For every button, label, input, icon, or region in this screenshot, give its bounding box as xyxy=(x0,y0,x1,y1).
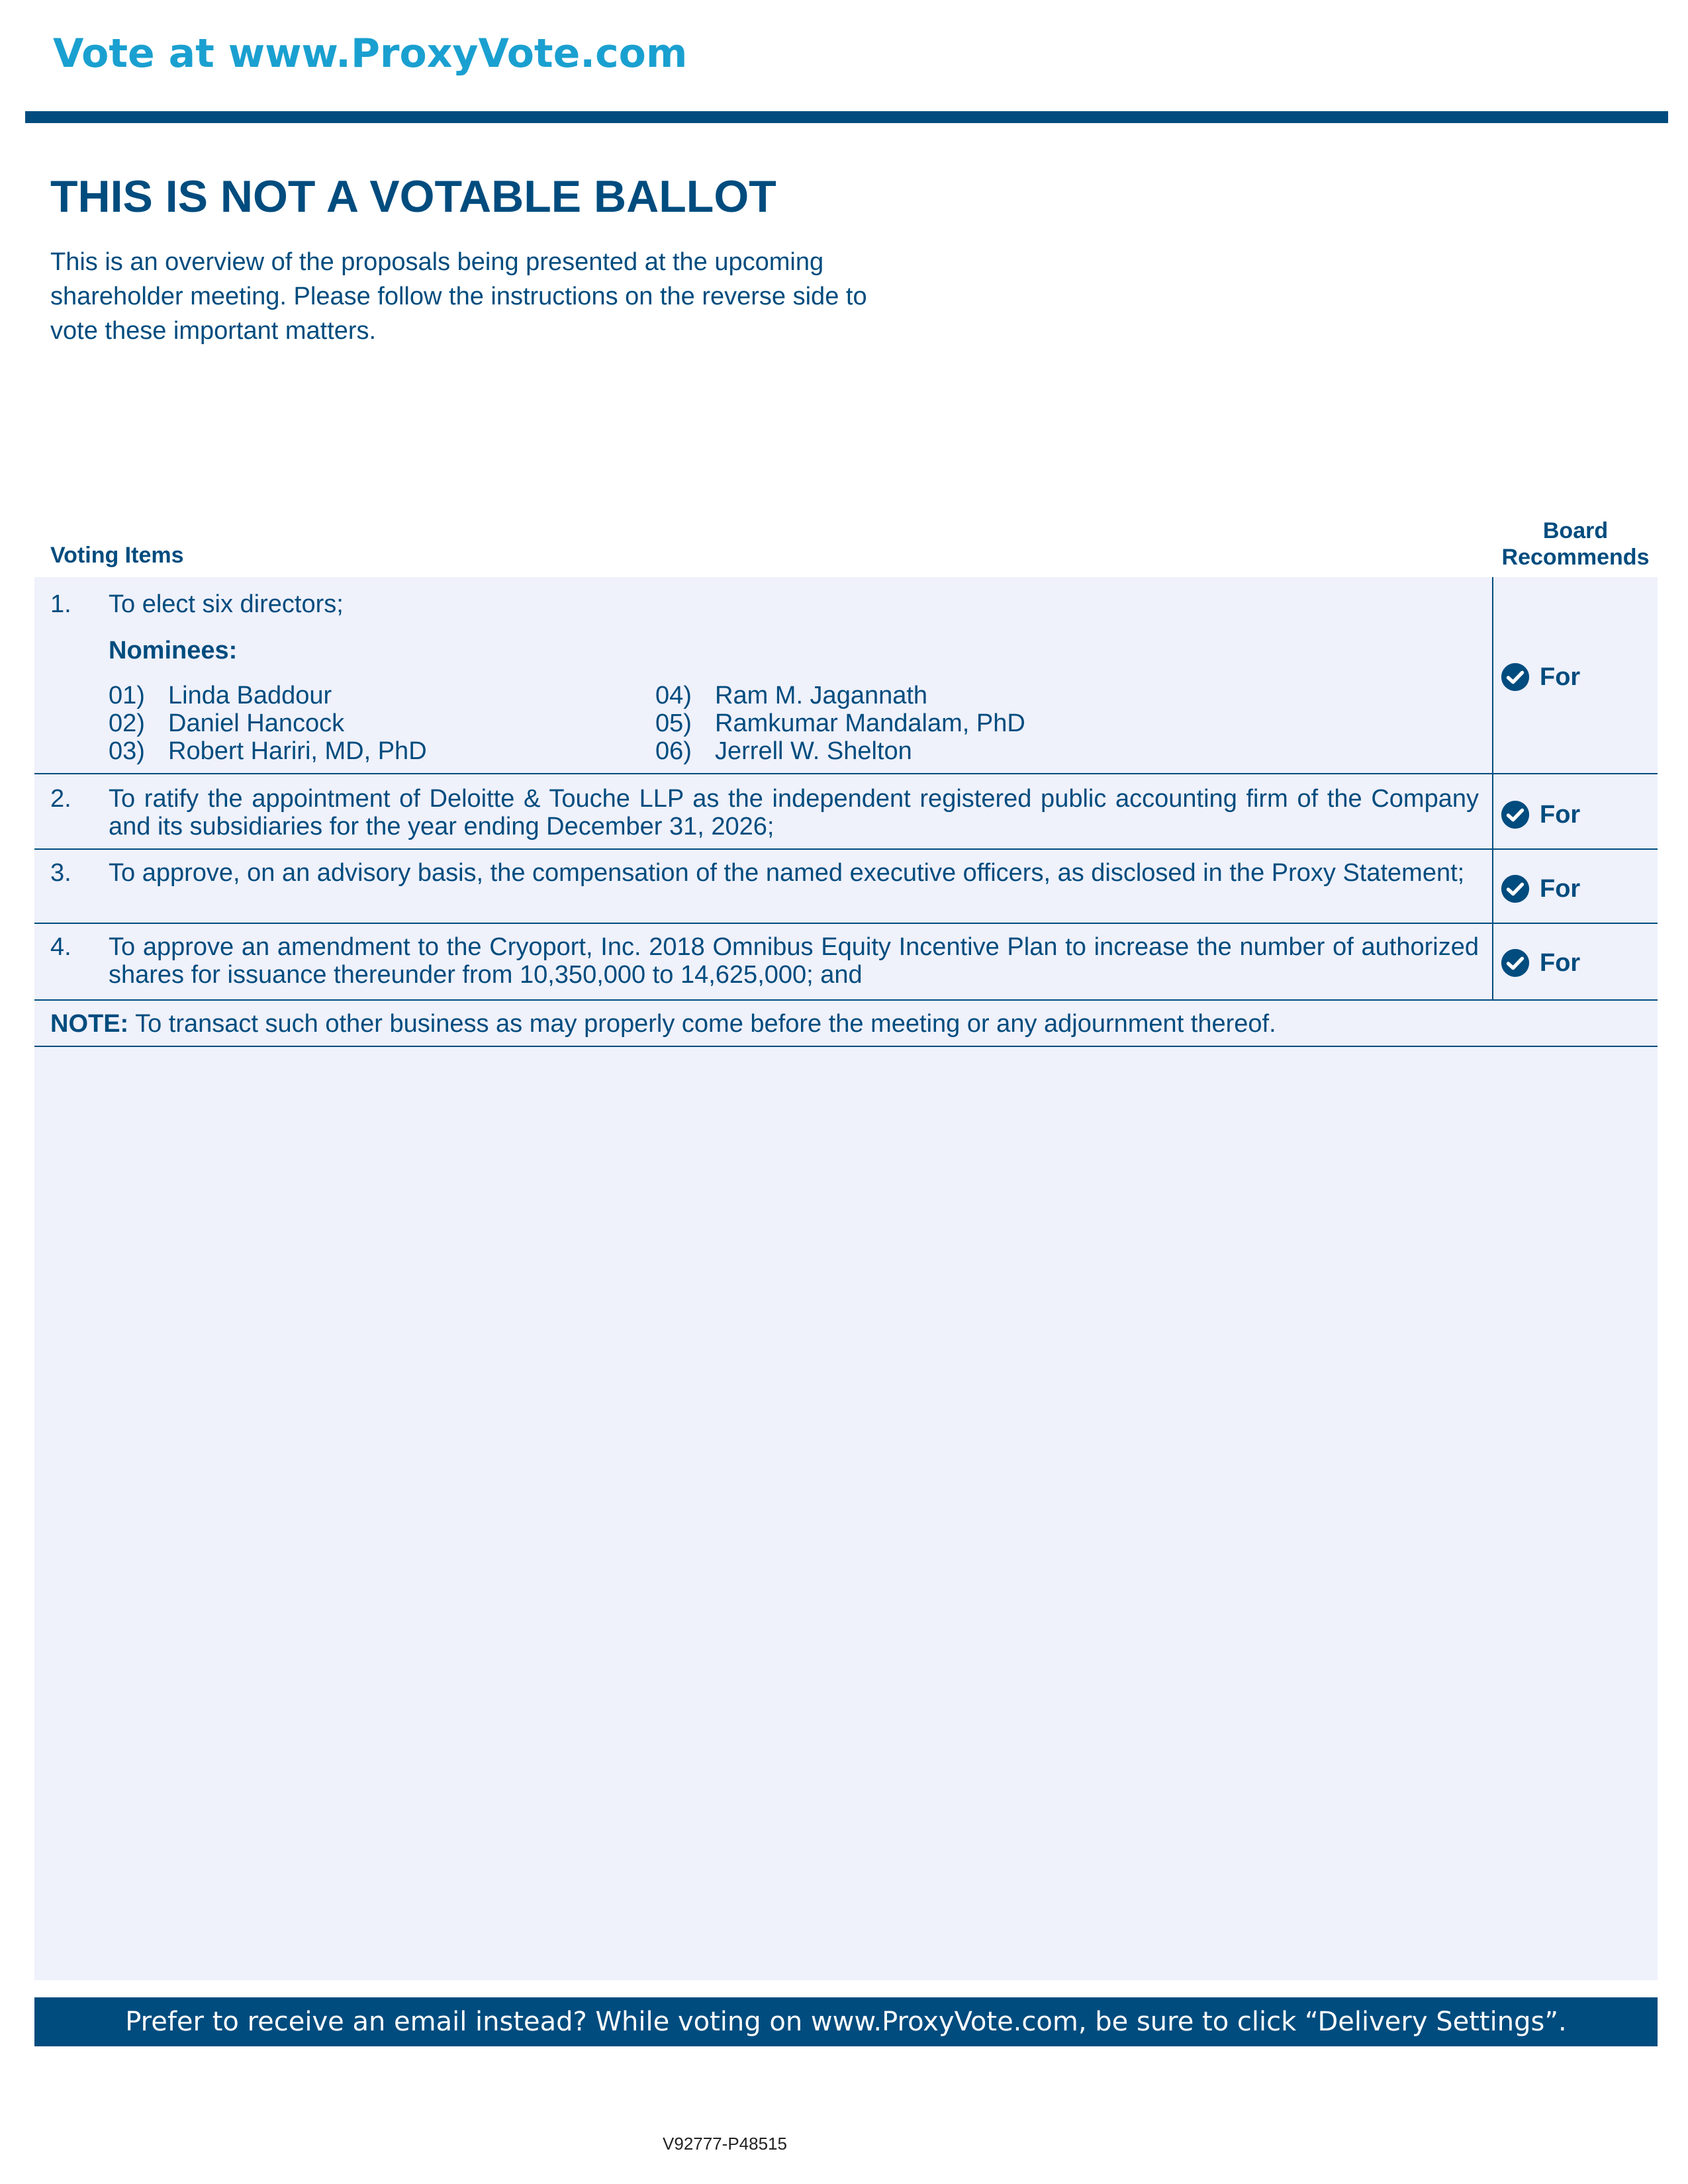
recommendation-label: For xyxy=(1540,948,1581,977)
proposal-1-text: To elect six directors; xyxy=(109,590,344,618)
page-title: THIS IS NOT A VOTABLE BALLOT xyxy=(50,171,776,222)
email-delivery-text: Prefer to receive an email instead? While voting on www.ProxyVote.com, be sure to click “Delivery Settings”. xyxy=(125,2007,1567,2037)
proposal-3-recommendation xyxy=(1500,872,1652,905)
nominee-name: Jerrell W. Shelton xyxy=(715,737,912,765)
nominee-item xyxy=(655,737,912,766)
board-recommends-line1: Board xyxy=(1542,518,1609,543)
note-label: NOTE: xyxy=(50,1010,129,1038)
nominee-item xyxy=(109,682,332,710)
nominee-name: Daniel Hancock xyxy=(168,709,345,737)
check-circle-icon xyxy=(1500,799,1530,830)
proposal-2-number: 2. xyxy=(50,785,71,813)
board-recommends-line2: Recommends xyxy=(1501,545,1650,570)
nominee-name: Robert Hariri, MD, PhD xyxy=(168,737,427,765)
nominee-item xyxy=(109,737,427,766)
recommendation-label: For xyxy=(1540,800,1581,829)
proposal-1-number: 1. xyxy=(50,590,71,618)
intro-paragraph: This is an overview of the proposals being presented at the upcoming shareholder meeting. Please follow the instructions on the reverse side to vote these important matters. xyxy=(50,248,867,345)
recommendation-column-divider xyxy=(1492,577,1493,1001)
note-text: To transact such other business as may properly come before the meeting or any adjournment thereof. xyxy=(128,1010,1276,1038)
nominee-item xyxy=(655,682,927,710)
nominee-item xyxy=(109,709,344,738)
row-divider xyxy=(34,773,1658,774)
row-divider xyxy=(34,923,1658,924)
nominees-label: Nominees: xyxy=(109,637,238,664)
check-circle-icon xyxy=(1500,662,1530,692)
nominee-name: Ram M. Jagannath xyxy=(715,682,928,709)
nominee-index: 05) xyxy=(655,709,692,737)
email-delivery-banner xyxy=(34,1997,1658,2046)
nominee-name: Linda Baddour xyxy=(168,682,332,709)
voting-items-header: Voting Items xyxy=(50,543,184,568)
proposal-4-number: 4. xyxy=(50,933,71,961)
nominee-index: 03) xyxy=(109,737,145,765)
nominee-index: 01) xyxy=(109,682,145,709)
check-circle-icon xyxy=(1500,874,1530,904)
proposal-2-recommendation xyxy=(1500,798,1652,831)
board-recommends-header xyxy=(1483,518,1668,570)
row-divider xyxy=(34,999,1658,1001)
proposal-4-recommendation xyxy=(1500,946,1652,979)
nominee-name: Ramkumar Mandalam, PhD xyxy=(715,709,1025,737)
nominee-index: 06) xyxy=(655,737,692,765)
proposal-3-number: 3. xyxy=(50,859,71,887)
nominee-item xyxy=(655,709,1025,738)
vote-at-proxyvote-header: Vote at www.ProxyVote.com xyxy=(53,30,688,77)
recommendation-label: For xyxy=(1540,662,1581,691)
nominee-index: 04) xyxy=(655,682,692,709)
row-divider xyxy=(34,848,1658,850)
proposal-4-text: To approve an amendment to the Cryoport, Inc. 2018 Omnibus Equity Incentive Plan to increase the number of authorized shares for issuance thereunder from 10,350,000 to 14,625,000; and xyxy=(109,933,1479,989)
check-circle-icon xyxy=(1500,948,1530,978)
note-line xyxy=(50,1010,1276,1038)
nominee-index: 02) xyxy=(109,709,145,737)
proposal-3-text: To approve, on an advisory basis, the compensation of the named executive officers, as disclosed in the Proxy Statement; xyxy=(109,859,1465,887)
proposal-1-recommendation xyxy=(1500,660,1652,694)
note-divider xyxy=(34,1046,1658,1047)
proposal-2-text: To ratify the appointment of Deloitte & Touche LLP as the independent registered public accounting firm of the Company and its subsidiaries for the year ending December 31, 2026; xyxy=(109,785,1479,841)
recommendation-label: For xyxy=(1540,874,1581,903)
header-divider xyxy=(25,111,1668,123)
document-code: V92777-P48515 xyxy=(663,2134,787,2154)
